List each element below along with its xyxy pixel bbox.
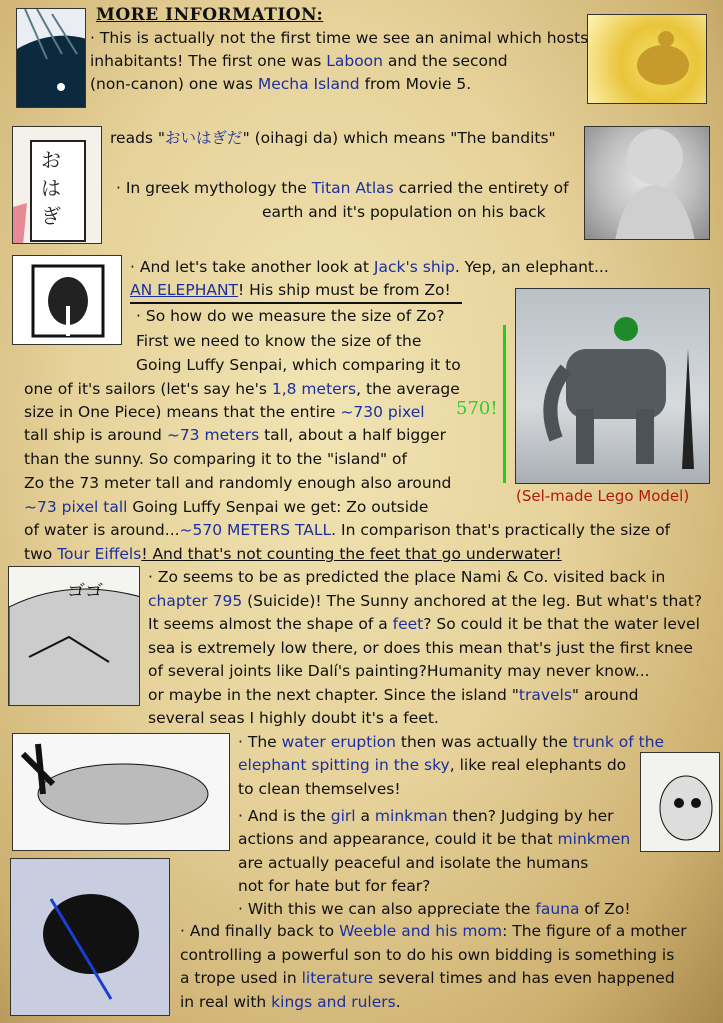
zo-island-panel-image: [8, 566, 140, 706]
svg-text:ゴゴ: ゴゴ: [67, 581, 103, 602]
text-line: tall ship is around ~73 meters tall, about a half bigger: [24, 426, 446, 444]
text-line: several seas I highly doubt it's a feet.: [148, 709, 439, 727]
text-line: actions and appearance, could it be that minkmen: [238, 830, 631, 848]
tour-eiffels-link: Tour Eiffels: [57, 545, 142, 563]
text-line: · In greek mythology the Titan Atlas carried the entirety of: [116, 179, 569, 197]
chapter-link: chapter 795: [148, 592, 243, 610]
svg-text:は: は: [41, 176, 61, 200]
text-line: to clean themselves!: [238, 780, 401, 798]
text-line: · The water eruption then was actually the trunk of the: [238, 733, 665, 751]
text-line: chapter 795 (Suicide)! The Sunny anchored at the leg. But what's that?: [148, 592, 703, 610]
text-line: AN ELEPHANT! His ship must be from Zo!: [130, 281, 451, 299]
lego-caption: (Sel-made Lego Model): [516, 487, 690, 505]
text-line: · And is the girl a minkman then? Judging by her: [238, 807, 614, 825]
text-line: Zo the 73 meter tall and randomly enough also around: [24, 474, 452, 492]
text-line: · And let's take another look at Jack's ship. Yep, an elephant...: [130, 258, 609, 276]
text-line: or maybe in the next chapter. Since the island "travels" around: [148, 686, 639, 704]
elephant-spray-panel-image: [12, 733, 230, 851]
titan-atlas-link: Titan Atlas: [311, 179, 394, 197]
atlas-statue-photo: [584, 126, 710, 240]
jacks-ship-link: Jack's ship: [373, 258, 455, 276]
text-line: a trope used in literature several times and has even happened: [180, 969, 675, 987]
text-line: · So how do we measure the size of Zo?: [136, 307, 445, 325]
turtle-photo: [587, 14, 707, 104]
divider: [130, 302, 462, 304]
text-line: not for hate but for fear?: [238, 877, 431, 895]
text-line: · With this we can also appreciate the fauna of Zo!: [238, 900, 631, 918]
whale-panel-image: [16, 8, 86, 108]
lego-elephant-photo: [515, 288, 710, 484]
elephant-eye-panel-image: [10, 858, 170, 1016]
text-line: · And finally back to Weeble and his mom: The figure of a mother: [180, 922, 687, 940]
jack-ship-panel-image: [12, 255, 122, 345]
text-line: ~73 pixel tall Going Luffy Senpai we get: Zo outside: [24, 498, 429, 516]
text-line: of water is around...~570 METERS TALL. In comparison that's practically the size of: [24, 521, 671, 539]
mecha-island-link: Mecha Island: [257, 75, 360, 93]
text-line: First we need to know the size of the: [136, 332, 422, 350]
minkman-girl-panel-image: [640, 752, 720, 852]
svg-text:ぎ: ぎ: [41, 204, 61, 228]
measurement-line: [503, 325, 506, 483]
sign-panel-image: [12, 126, 102, 244]
text-line: in real with kings and rulers.: [180, 993, 401, 1011]
text-line: inhabitants! The first one was Laboon and the second: [90, 52, 508, 70]
text-line: controlling a powerful son to do his own bidding is something is: [180, 946, 675, 964]
text-line: one of it's sailors (let's say he's 1,8 meters, the average: [24, 380, 460, 398]
text-line: sea is extremely low there, or does this mean that's just the first knee: [148, 639, 693, 657]
text-line: than the sunny. So comparing it to the "island" of: [24, 450, 407, 468]
svg-text:お: お: [41, 148, 61, 172]
text-line: Going Luffy Senpai, which comparing it to: [136, 356, 461, 374]
text-line: earth and it's population on his back: [262, 203, 546, 221]
text-line: (non-canon) one was Mecha Island from Movie 5.: [90, 75, 472, 93]
text-line: It seems almost the shape of a feet? So could it be that the water level: [148, 615, 700, 633]
laboon-link: Laboon: [326, 52, 383, 70]
text-line: elephant spitting in the sky, like real elephants do: [238, 756, 627, 774]
text-line: · Zo seems to be as predicted the place Nami & Co. visited back in: [148, 568, 666, 586]
text-line: two Tour Eiffels! And that's not counting the feet that go underwater!: [24, 545, 562, 563]
text-line: size in One Piece) means that the entire ~730 pixel: [24, 403, 425, 421]
text-line: of several joints like Dalí's painting?Humanity may never know...: [148, 662, 650, 680]
text-line: · This is actually not the first time we see an animal which hosts: [90, 29, 589, 47]
section-heading: MORE INFORMATION:: [96, 5, 324, 25]
green-number: 570!: [456, 398, 498, 419]
text-line: reads "おいはぎだ" (oihagi da) which means "The bandits": [110, 129, 556, 147]
text-line: are actually peaceful and isolate the humans: [238, 854, 589, 872]
